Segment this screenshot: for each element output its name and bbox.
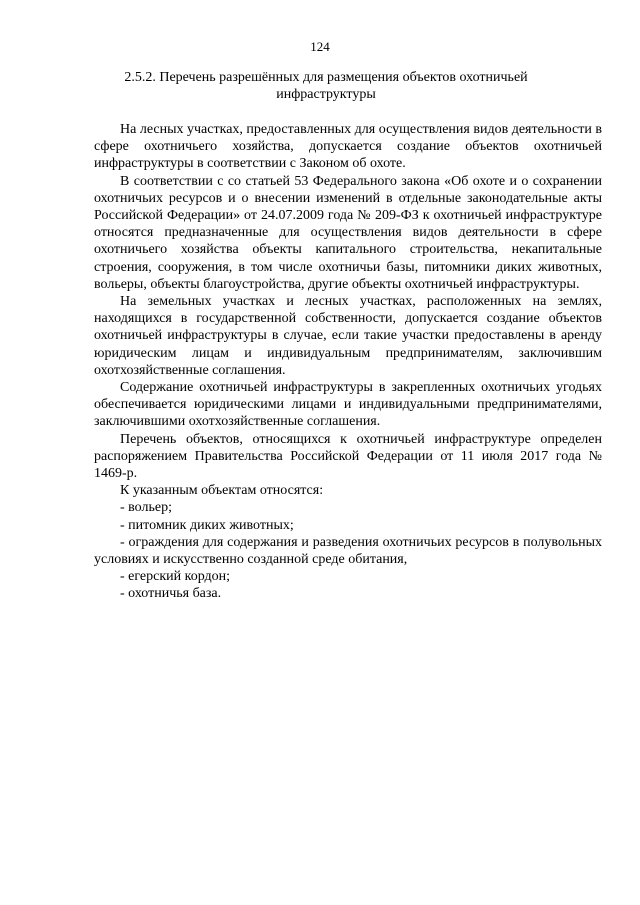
list-item: - вольер; bbox=[120, 500, 172, 516]
paragraph: Содержание охотничьей инфраструктуры в закрепленных охотничьих угодьях обеспечивается юридическими лицами и индивидуальными предпринимателями, заключившими охотхозяйственные соглашения. bbox=[94, 380, 602, 430]
paragraph: К указанным объектам относятся: bbox=[120, 483, 324, 499]
list-item: - ограждения для содержания и разведения охотничьих ресурсов в полувольных условиях и искусственно созданной среде обитания, bbox=[94, 534, 602, 568]
list-item: - егерский кордон; bbox=[120, 569, 231, 585]
section-heading: 2.5.2. Перечень разрешённых для размещения объектов охотничьей инфраструктуры bbox=[124, 70, 528, 102]
document-body bbox=[94, 121, 602, 603]
paragraph: На лесных участках, предоставленных для осуществления видов деятельности в сфере охотничьего хозяйства, допускается создание объектов охотничьей инфраструктуры в соответствии с Законом об охоте. bbox=[94, 122, 602, 172]
page-number: 124 bbox=[310, 39, 330, 54]
list-item: - питомник диких животных; bbox=[120, 517, 294, 533]
list-item: - охотничья база. bbox=[120, 586, 222, 602]
paragraph: В соответствии с со статьей 53 Федерального закона «Об охоте и о сохранении охотничьих ресурсов и о внесении изменений в отдельные законодательные акты Российской Федерации» от 24.07.2009 года № 209-ФЗ к охотничьей инфраструктуре относятся предназначенные для осуществления видов деятельности в сфере охотничьего хозяйства объекты капитального строительства, некапитальные строения, сооружения, в том числе охотничьи базы, питомники диких животных, вольеры, объекты благоустройства, другие объекты охотничьей инфраструктуры. bbox=[94, 173, 602, 292]
paragraph: На земельных участках и лесных участках, расположенных на землях, находящихся в государственной собственности, допускается создание объектов охотничьей инфраструктуры в случае, если такие участки предоставлены в аренду юридическим лицам и индивидуальным предпринимателям, заключившим охотхозяйственные соглашения. bbox=[94, 294, 602, 378]
paragraph: Перечень объектов, относящихся к охотничьей инфраструктуре определен распоряжением Правительства Российской Федерации от 11 июля 2017 года № 1469-р. bbox=[94, 431, 602, 482]
